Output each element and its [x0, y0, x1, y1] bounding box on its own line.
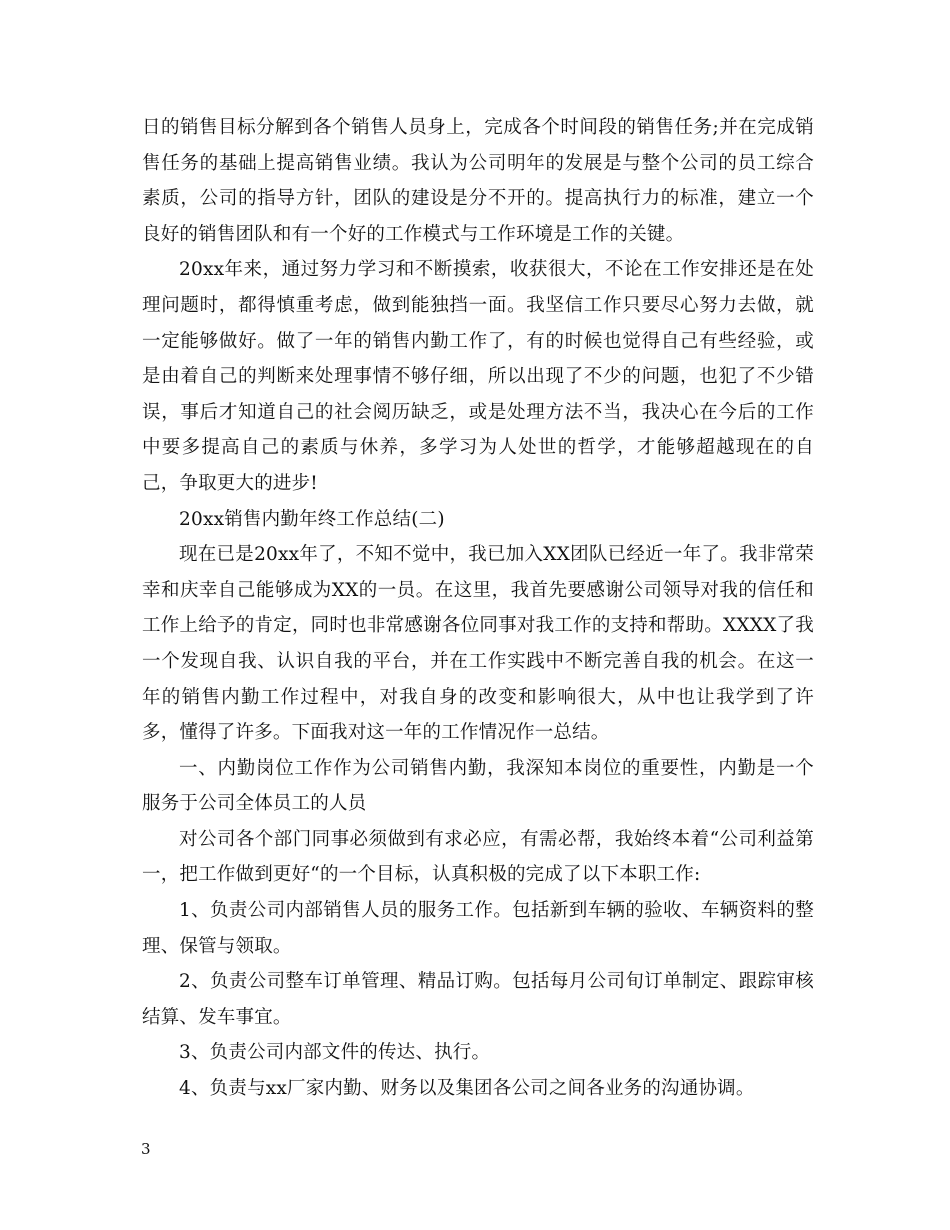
list-item-1: 1、负责公司内部销售人员的服务工作。包括新到车辆的验收、车辆资料的整理、保管与领取。: [142, 900, 814, 957]
document-body: [142, 110, 814, 1107]
paragraph-2: 20xx年来，通过努力学习和不断摸索，收获很大，不论在工作安排还是在处理问题时，都得慎重考虑，做到能独挡一面。我坚信工作只要尽心努力去做，就一定能够做好。做了一年的销售内勤工作了，有的时候也觉得自己有些经验，或是由着自己的判断来处理事情不够仔细，所以出现了不少的问题，也犯了不少错误，事后才知道自己的社会阅历缺乏，或是处理方法不当，我决心在今后的工作中要多提高自己的素质与休养，多学习为人处世的哲学，才能够超越现在的自己，争取更大的进步!: [142, 259, 814, 494]
list-item-2: 2、负责公司整车订单管理、精品订购。包括每月公司旬订单制定、跟踪审核结算、发车事宜。: [142, 971, 814, 1028]
paragraph-5: 对公司各个部门同事必须做到有求必应，有需必帮，我始终本着“公司利益第一，把工作做到更好“的一个目标，认真积极的完成了以下本职工作:: [142, 828, 814, 886]
paragraph-1: 日的销售目标分解到各个销售人员身上，完成各个时间段的销售任务;并在完成销售任务的基础上提高销售业绩。我认为公司明年的发展是与整个公司的员工综合素质，公司的指导方针，团队的建设是分不开的。提高执行力的标准，建立一个良好的销售团队和有一个好的工作模式与工作环境是工作的关键。: [142, 117, 814, 245]
list-item-3: 3、负责公司内部文件的传达、执行。: [179, 1042, 491, 1064]
section-heading: 20xx销售内勤年终工作总结(二): [179, 508, 445, 530]
paragraph-4: 一、内勤岗位工作作为公司销售内勤，我深知本岗位的重要性，内勤是一个服务于公司全体员工的人员: [142, 757, 814, 815]
paragraph-3: 现在已是20xx年了，不知不觉中，我已加入XX团队已经近一年了。我非常荣幸和庆幸自己能够成为XX的一员。在这里，我首先要感谢公司领导对我的信任和工作上给予的肯定，同时也非常感谢各位同事对我工作的支持和帮助。XXXX了我一个发现自我、认识自我的平台，并在工作实践中不断完善自我的机会。在这一年的销售内勤工作过程中，对我自身的改变和影响很大，从中也让我学到了许多，懂得了许多。下面我对这一年的工作情况作一总结。: [142, 544, 814, 744]
page-number: 3: [141, 1140, 151, 1158]
list-item-4: 4、负责与xx厂家内勤、财务以及集团各公司之间各业务的沟通协调。: [179, 1078, 755, 1100]
